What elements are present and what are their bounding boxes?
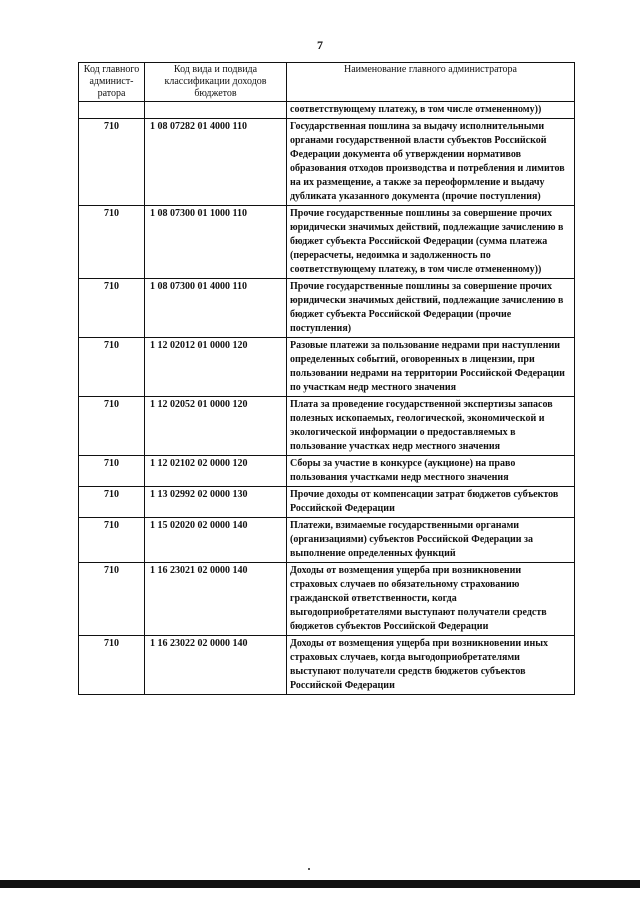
table-row [79, 397, 575, 456]
admin-code-cell [79, 102, 145, 119]
description-cell: Прочие государственные пошлины за совершение прочих юридически значимых действий, подлежащие зачислению в бюджет субъекта Российской Федерации (прочие поступления) [287, 279, 575, 338]
table-row [79, 338, 575, 397]
table-row [79, 456, 575, 487]
table-row [79, 206, 575, 279]
description-cell: Разовые платежи за пользование недрами при наступлении определенных событий, оговоренных в лицензии, при пользовании недрами на территории Российской Федерации по участкам недр местного значения [287, 338, 575, 397]
admin-code-cell: 710 [79, 518, 145, 563]
admin-code-cell: 710 [79, 279, 145, 338]
revenue-code-cell: 1 08 07282 01 4000 110 [145, 119, 287, 206]
table-row [79, 518, 575, 563]
description-cell: Прочие государственные пошлины за совершение прочих юридически значимых действий, подлежащие зачислению в бюджет субъекта Российской Федерации (сумма платежа (перерасчеты, недоимка и задолженность по соответствующему платежу, в том числе отмененному)) [287, 206, 575, 279]
admin-code-cell: 710 [79, 636, 145, 695]
admin-code-cell: 710 [79, 456, 145, 487]
header-revenue-code: Код вида и подвида классификации доходов бюджетов [145, 63, 287, 102]
admin-code-cell: 710 [79, 338, 145, 397]
admin-code-cell: 710 [79, 563, 145, 636]
table-row [79, 636, 575, 695]
revenue-code-cell: 1 12 02012 01 0000 120 [145, 338, 287, 397]
revenue-code-cell: 1 08 07300 01 1000 110 [145, 206, 287, 279]
table-row [79, 563, 575, 636]
description-cell: Доходы от возмещения ущерба при возникновении страховых случаев по обязательному страхованию гражданской ответственности, когда выгодоприобретателями выступают получатели средств бюджетов субъектов Российской Федерации [287, 563, 575, 636]
description-cell: соответствующему платежу, в том числе отмененному)) [287, 102, 575, 119]
admin-code-cell: 710 [79, 397, 145, 456]
page-number: 7 [317, 38, 323, 52]
description-cell: Прочие доходы от компенсации затрат бюджетов субъектов Российской Федерации [287, 487, 575, 518]
table-header-row [79, 63, 575, 102]
table-row [79, 279, 575, 338]
admin-code-cell: 710 [79, 487, 145, 518]
revenue-code-cell: 1 15 02020 02 0000 140 [145, 518, 287, 563]
revenue-codes-table [78, 62, 575, 695]
description-cell: Платежи, взимаемые государственными органами (организациями) субъектов Российской Федерации за выполнение определенных функций [287, 518, 575, 563]
admin-code-cell: 710 [79, 206, 145, 279]
scan-speck [308, 868, 310, 870]
table-row [79, 487, 575, 518]
scan-edge-bar [0, 880, 640, 888]
table-row [79, 119, 575, 206]
revenue-code-cell: 1 12 02052 01 0000 120 [145, 397, 287, 456]
revenue-code-cell: 1 13 02992 02 0000 130 [145, 487, 287, 518]
revenue-code-cell: 1 16 23022 02 0000 140 [145, 636, 287, 695]
table-row [79, 102, 575, 119]
description-cell: Сборы за участие в конкурсе (аукционе) на право пользования участками недр местного значения [287, 456, 575, 487]
header-admin-name: Наименование главного администратора [287, 63, 575, 102]
revenue-code-cell: 1 16 23021 02 0000 140 [145, 563, 287, 636]
description-cell: Государственная пошлина за выдачу исполнительными органами государственной власти субъектов Российской Федерации документа об утверждении нормативов образования отходов производства и потребления и лимитов на их размещение, а также за переоформление и выдачу дубликата указанного документа (прочие поступления) [287, 119, 575, 206]
revenue-code-cell: 1 12 02102 02 0000 120 [145, 456, 287, 487]
revenue-code-cell: 1 08 07300 01 4000 110 [145, 279, 287, 338]
admin-code-cell: 710 [79, 119, 145, 206]
revenue-code-cell [145, 102, 287, 119]
header-admin-code: Код главного админист-ратора [79, 63, 145, 102]
description-cell: Доходы от возмещения ущерба при возникновении иных страховых случаев, когда выгодоприобретателями выступают получатели средств бюджетов субъектов Российской Федерации [287, 636, 575, 695]
description-cell: Плата за проведение государственной экспертизы запасов полезных ископаемых, геологической, экономической и экологической информации о предоставляемых в пользование участках недр местного значения [287, 397, 575, 456]
